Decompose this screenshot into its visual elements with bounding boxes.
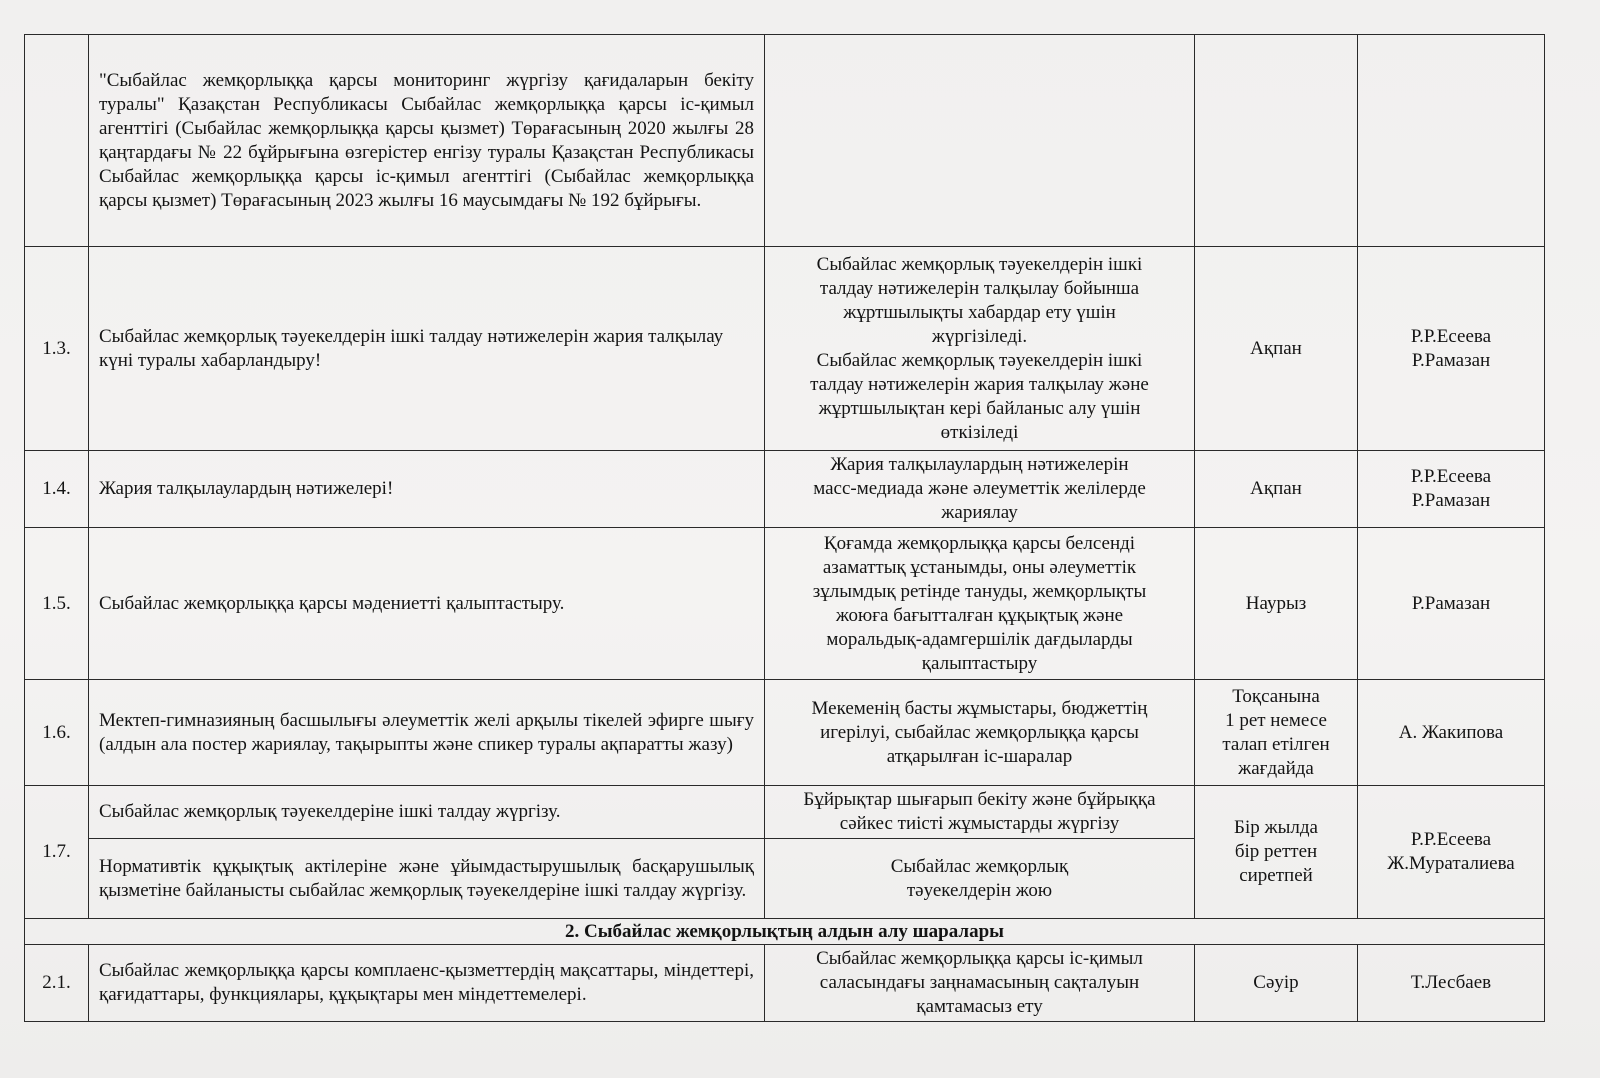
table-row — [25, 528, 1545, 680]
table-row — [25, 945, 1545, 1022]
responsible-cell: А. Жакипова — [1358, 680, 1545, 786]
row-number: 1.7. — [25, 786, 89, 919]
row-number: 2.1. — [25, 945, 89, 1022]
result-cell: Бұйрықтар шығарып бекіту және бұйрыққа сәйкес тиісті жұмыстарды жүргізу — [765, 786, 1195, 839]
responsible-cell: Р.Р.Есеева Р.Рамазан — [1358, 247, 1545, 451]
row-number: 1.6. — [25, 680, 89, 786]
row-number — [25, 35, 89, 247]
table-row — [25, 247, 1545, 451]
task-cell: "Сыбайлас жемқорлыққа қарсы мониторинг жүргізу қағидаларын бекіту туралы" Қазақстан Республикасы Сыбайлас жемқорлыққа қарсы іс-қимыл агенттігі (Сыбайлас жемқорлыққа қарсы қызмет) Төрағасының 2020 жылғы 28 қаңтардағы № 22 бұйрығына өзгерістер енгізу туралы Қазақстан Республикасы Сыбайлас жемқорлыққа қарсы іс-қимыл агенттігі (Сыбайлас жемқорлыққа қарсы қызмет) Төрағасының 2023 жылғы 16 маусымдағы № 192 бұйрығы. — [89, 35, 765, 247]
result-cell: Сыбайлас жемқорлыққа қарсы іс-қимыл саласындағы заңнамасының сақталуын қамтамасыз ету — [765, 945, 1195, 1022]
anticorruption-plan-table — [24, 34, 1545, 1022]
task-cell: Сыбайлас жемқорлыққа қарсы мәдениетті қалыптастыру. — [89, 528, 765, 680]
task-cell: Сыбайлас жемқорлық тәуекелдеріне ішкі талдау жүргізу. — [89, 786, 765, 839]
term-cell: Сәуір — [1195, 945, 1358, 1022]
section-header-row — [25, 919, 1545, 945]
table-row — [25, 35, 1545, 247]
responsible-cell — [1358, 35, 1545, 247]
row-number: 1.4. — [25, 451, 89, 528]
result-cell — [765, 35, 1195, 247]
term-cell: Ақпан — [1195, 247, 1358, 451]
result-cell: Сыбайлас жемқорлық тәуекелдерін жою — [765, 839, 1195, 919]
result-cell: Сыбайлас жемқорлық тәуекелдерін ішкі талдау нәтижелерін талқылау бойынша жұртшылықты хабардар ету үшін жүргізіледі. Сыбайлас жемқорлық тәуекелдерін ішкі талдау нәтижелерін жария талқылау және жұртшылықтан кері байланыс алу үшін өткізіледі — [765, 247, 1195, 451]
term-cell: Ақпан — [1195, 451, 1358, 528]
table-row — [25, 680, 1545, 786]
responsible-cell: Р.Р.Есеева Р.Рамазан — [1358, 451, 1545, 528]
term-cell: Бір жылда бір реттен сиретпей — [1195, 786, 1358, 919]
responsible-cell: Р.Р.Есеева Ж.Мураталиева — [1358, 786, 1545, 919]
task-cell: Сыбайлас жемқорлыққа қарсы комплаенс-қызметтердің мақсаттары, міндеттері, қағидаттары, функциялары, құқықтары мен міндеттемелері. — [89, 945, 765, 1022]
task-cell: Сыбайлас жемқорлық тәуекелдерін ішкі талдау нәтижелерін жария талқылау күні туралы хабарландыру! — [89, 247, 765, 451]
task-cell: Жария талқылаулардың нәтижелері! — [89, 451, 765, 528]
result-cell: Мекеменің басты жұмыстары, бюджеттің игерілуі, сыбайлас жемқорлыққа қарсы атқарылған іс-шаралар — [765, 680, 1195, 786]
task-cell: Нормативтік құқықтық актілеріне және ұйымдастырушылық басқарушылық қызметіне байланысты сыбайлас жемқорлық тәуекелдеріне ішкі талдау жүргізу. — [89, 839, 765, 919]
row-number: 1.3. — [25, 247, 89, 451]
result-cell: Жария талқылаулардың нәтижелерін масс-медиада және әлеуметтік желілерде жариялау — [765, 451, 1195, 528]
row-number: 1.5. — [25, 528, 89, 680]
term-cell: Наурыз — [1195, 528, 1358, 680]
section-title: 2. Сыбайлас жемқорлықтың алдын алу шаралары — [25, 919, 1545, 945]
table-row — [25, 786, 1545, 839]
responsible-cell: Т.Лесбаев — [1358, 945, 1545, 1022]
responsible-cell: Р.Рамазан — [1358, 528, 1545, 680]
table-row — [25, 451, 1545, 528]
result-cell: Қоғамда жемқорлыққа қарсы белсенді азаматтық ұстанымды, оны әлеуметтік зұлымдық ретінде тануды, жемқорлықты жоюға бағытталған құқықтық және моральдық-адамгершілік дағдыларды қалыптастыру — [765, 528, 1195, 680]
term-cell: Тоқсанына 1 рет немесе талап етілген жағдайда — [1195, 680, 1358, 786]
term-cell — [1195, 35, 1358, 247]
task-cell: Мектеп-гимназияның басшылығы әлеуметтік желі арқылы тікелей эфирге шығу (алдын ала постер жариялау, тақырыпты және спикер туралы ақпаратты жазу) — [89, 680, 765, 786]
